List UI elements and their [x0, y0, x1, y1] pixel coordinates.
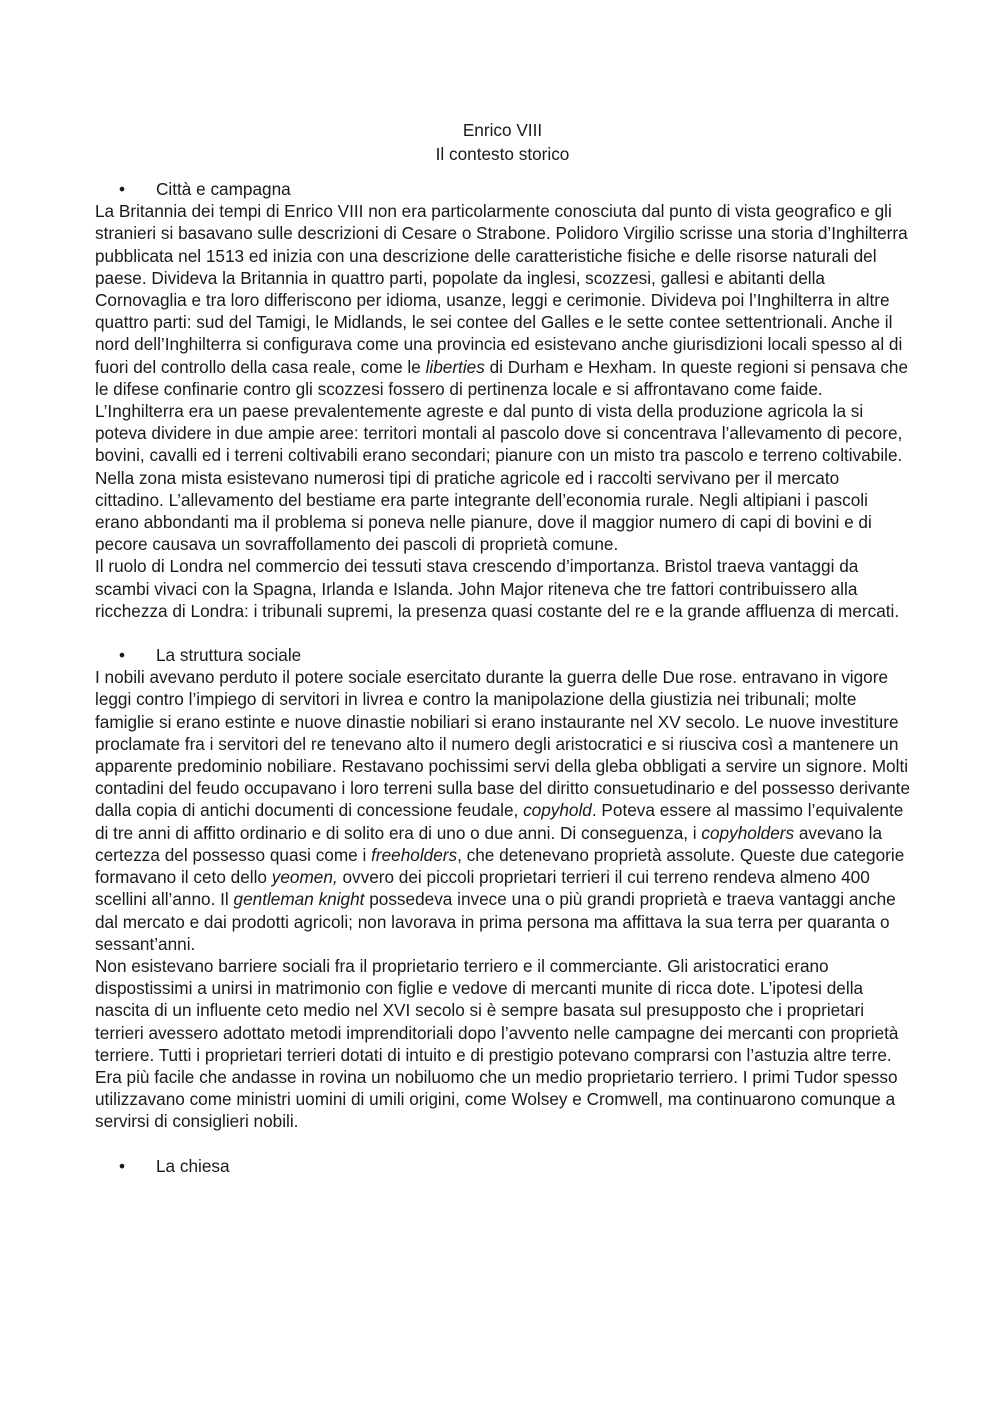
section-heading-text: La struttura sociale [156, 645, 302, 666]
bullet-icon: • [119, 645, 126, 666]
document-subtitle: Il contesto storico [435, 144, 570, 164]
section-heading-text: Città e campagna [156, 179, 291, 199]
section [95, 1155, 910, 1177]
document-title: Enrico VIII [462, 120, 543, 140]
bullet-icon: • [119, 179, 126, 199]
bullet-icon: • [119, 1155, 126, 1176]
section [95, 644, 910, 1132]
italic-term: freeholders [371, 844, 458, 865]
section [95, 178, 910, 622]
paragraph: Il ruolo di Londra nel commercio dei tessuti stava crescendo d’importanza. Bristol traeva vantaggi da scambi vivaci con la Spagna, Irlanda e Islanda. John Major riteneva che tre fattori contribuissero alla ricchezza di Londra: i tribunali supremi, la presenza quasi costante del re e la grande affluenza di mercati. [95, 556, 900, 621]
italic-term: copyhold [523, 800, 592, 821]
section-spacer [95, 1133, 910, 1155]
section-heading [95, 644, 910, 666]
italic-term: liberties [425, 356, 485, 377]
paragraph: Non esistevano barriere sociali fra il proprietario terriero e il commerciante. Gli aristocratici erano dispostissimi a unirsi in matrimonio con figlie e vedove di mercanti munite di ricca dote. L’ipotesi della nascita di un influente ceto medio nel XVI secolo si è sempre basata sul presupposto che i proprietari terrieri avessero adottato metodi imprenditoriali dopo l’avvento nelle campagne dei mercanti con proprietà terriere. Tutti i proprietari terrieri dotati di intuito e di prestigio potevano comprarsi con l’astuzia altre terre. Era più facile che andasse in rovina un nobiluomo che un medio proprietario terriero. I primi Tudor spesso utilizzavano come ministri uomini di umili origini, come Wolsey e Cromwell, ma continuarono comunque a servirsi di consiglieri nobili. [95, 955, 899, 1132]
section-spacer [95, 622, 910, 644]
paragraph: La Britannia dei tempi di Enrico VIII non era particolarmente conosciuta dal punto di vista geografico e gli stranieri si basavano sulle descrizioni di Cesare o Strabone. Polidoro Virgilio scrisse una storia d’Inghilterra pubblicata nel 1513 ed inizia con una descrizione delle caratteristiche fisiche e delle risorse naturali del paese. Divideva la Britannia in quattro parti, popolate da inglesi, scozzesi, gallesi e abitanti della Cornovaglia e tra loro differiscono per idioma, usanze, leggi e cerimonie. Divideva poi l’Inghilterra in altre quattro parti: sud del Tamigi, le Midlands, le sei contee del Galles e le sette contee settentrionali. Anche il nord dell’Inghilterra si configurava come una provincia ed esistevano anche giurisdizioni locali spesso al di fuori del controllo della casa reale, come le liberties di Durham e Hexham. In queste regioni si pensava che le difese confinarie contro gli scozzesi fossero di pertinenza locale e si affrontavano come faide. [95, 201, 909, 399]
section-heading [95, 178, 910, 200]
document-body [95, 178, 910, 1177]
italic-term: yeomen, [271, 867, 338, 888]
italic-term: copyholders [701, 822, 795, 843]
section-heading-text: La chiesa [156, 1155, 230, 1176]
italic-term: gentleman knight [233, 889, 365, 910]
section-heading [95, 1155, 910, 1177]
title-block [95, 118, 910, 166]
paragraph: L’Inghilterra era un paese prevalentemente agreste e dal punto di vista della produzione agricola la si poteva dividere in due ampie aree: territori montali al pascolo dove si concentrava l’allevamento di pecore, bovini, cavalli ed i terreni coltivabili erano secondari; pianure con un misto tra pascolo e terreno coltivabile. Nella zona mista esistevano numerosi tipi di pratiche agricole ed i raccolti servivano per il mercato cittadino. L’allevamento del bestiame era parte integrante dell’economia rurale. Negli altipiani i pascoli erano abbondanti ma il problema si poneva nelle pianure, dove il maggior numero di capi di bovini e di pecore causava un sovraffollamento dei pascoli di proprietà comune. [95, 401, 903, 555]
document-page [95, 118, 910, 1177]
paragraph: I nobili avevano perduto il potere sociale esercitato durante la guerra delle Due rose. entravano in vigore leggi contro l’impiego di servitori in livrea e contro la manipolazione della giustizia nei tribunali; molte famiglie si erano estinte e nuove dinastie nobiliari si erano instaurante nel XV secolo. Le nuove investiture proclamate fra i servitori del re tenevano alto il numero degli aristocratici e si riusciva così a mantenere un apparente predominio nobiliare. Restavano pochissimi servi della gleba obbligati a servire un signore. Molti contadini del feudo occupavano i loro terreni sulla base del diritto consuetudinario e del possesso derivante dalla copia di antichi documenti di concessione feudale, copyhold. Poteva essere al massimo l’equivalente di tre anni di affitto ordinario e di solito era di uno o due anni. Di conseguenza, i copyholders avevano la certezza del possesso quasi come i freeholders, che detenevano proprietà assolute. Queste due categorie formavano il ceto dello yeomen, ovvero dei piccoli proprietari terrieri il cui terreno rendeva almeno 400 scellini all’anno. Il gentleman knight possedeva invece una o più grandi proprietà e traeva vantaggi anche dal mercato e dai prodotti agricoli; non lavorava in prima persona ma affittava la sua terra per quaranta o sessant’anni. [95, 667, 911, 954]
